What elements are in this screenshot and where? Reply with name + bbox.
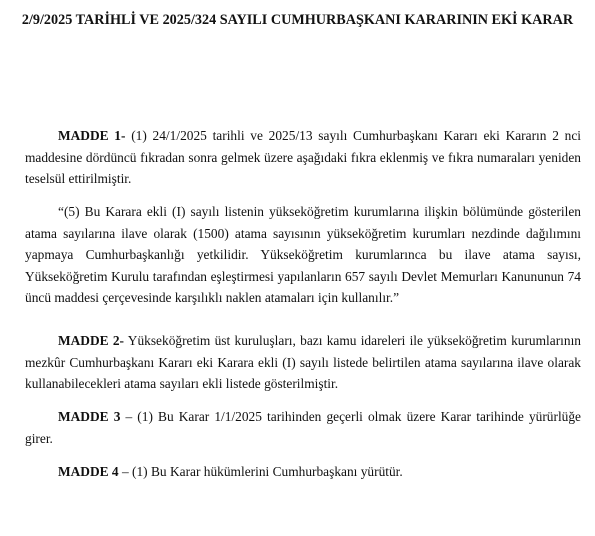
article-3-label: MADDE 3	[58, 409, 121, 424]
article-3-text: – (1) Bu Karar 1/1/2025 tarihinden geçerli olmak üzere Karar tarihinde yürürlüğe girer.	[25, 409, 581, 446]
document-title: 2/9/2025 TARİHLİ VE 2025/324 SAYILI CUMHURBAŞKANI KARARININ EKİ KARAR	[21, 12, 574, 28]
article-4-label: MADDE 4	[58, 464, 119, 479]
article-3	[25, 406, 581, 449]
article-4-text: – (1) Bu Karar hükümlerini Cumhurbaşkanı yürütür.	[118, 464, 403, 479]
article-4	[25, 461, 581, 483]
article-1-text: (1) 24/1/2025 tarihli ve 2025/13 sayılı Cumhurbaşkanı Kararı eki Kararın 2 nci maddesine dördüncü fıkradan sonra gelmek üzere aşağıdaki fıkra eklenmiş ve fıkra numaraları yeniden teselsül ettirilmiştir.	[25, 128, 581, 187]
article-2	[25, 330, 581, 395]
quoted-paragraph: “(5) Bu Karara ekli (I) sayılı listenin yükseköğretim kurumlarına ilişkin bölümünde gösterilen atama sayılarına ilave olarak (1500) atama sayısının yükseköğretim kurumları nezdinde dağılımını yapmaya Cumhurbaşkanlığı yetkilidir. Yükseköğretim kurumlarınca bu ilave atama sayısı, Yükseköğretim Kurulu tarafından eşleştirmesi yapılanların 657 sayılı Devlet Memurları Kanununun 74 üncü maddesi çerçevesinde karşılıklı naklen atamaları için kullanılır.”	[25, 204, 581, 306]
article-2-text: Yükseköğretim üst kuruluşları, bazı kamu idareleri ile yükseköğretim kurumlarının mezkûr Cumhurbaşkanı Kararı eki Karara ekli (I) sayılı listede belirtilen atama sayılarına ilave olarak kullanabilecekleri atama sayıları ekli listede gösterilmiştir.	[25, 333, 581, 392]
article-2-label: MADDE 2-	[58, 333, 125, 348]
article-1-label: MADDE 1-	[58, 128, 126, 143]
article-1	[25, 125, 581, 190]
